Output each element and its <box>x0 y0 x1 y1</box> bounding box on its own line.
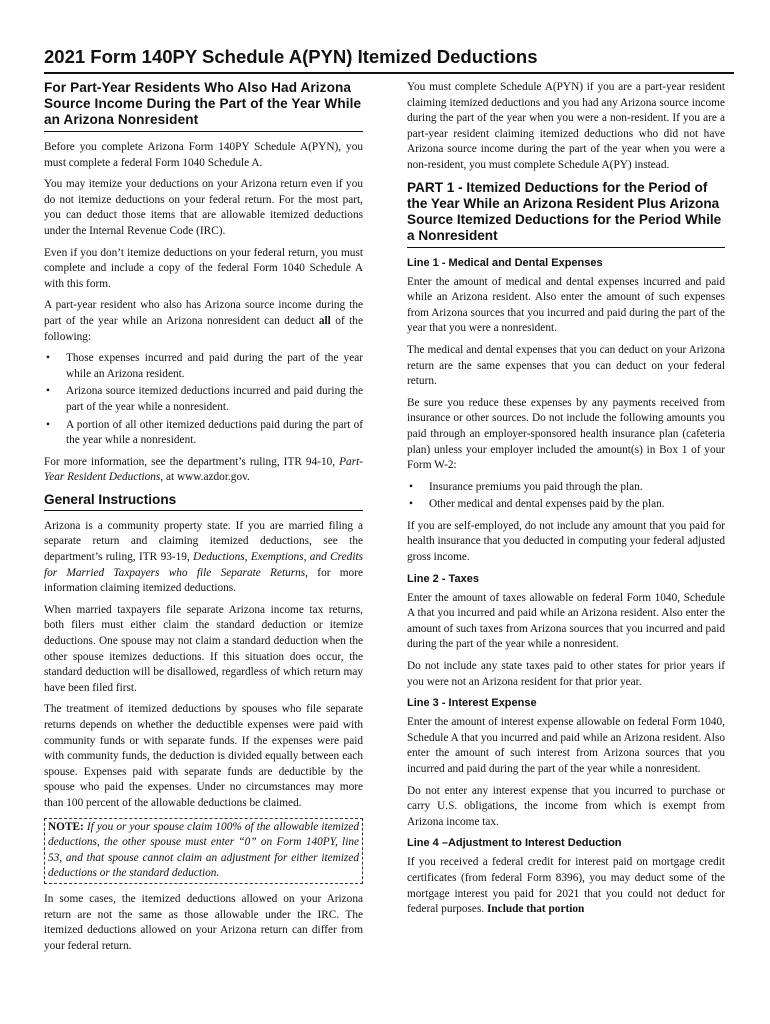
text-run: For more information, see the department’s ruling, ITR 94-10, <box>44 455 340 468</box>
list-item-text: Those expenses incurred and paid during the part of the year while an Arizona resident. <box>66 352 363 380</box>
paragraph: If you are self-employed, do not include any amount that you paid for health insurance that you deducted in computing your federal adjusted gross income. <box>407 519 725 564</box>
list-item-text: A portion of all other itemized deductions paid during the part of the year while a nonresident. <box>66 418 363 447</box>
bullet-icon: • <box>409 498 413 511</box>
ruling-title: Deductions, Exemptions, and Credits for Married Taxpayers who file Separate Returns, <box>44 551 363 579</box>
paragraph <box>44 455 363 486</box>
emphasis-text: Include that portion <box>487 903 585 916</box>
note-label: NOTE: <box>48 820 84 833</box>
paragraph: Enter the amount of medical and dental expenses incurred and paid while an Arizona resident. Also enter the amount of such expenses from Arizona sources that you incurred and paid during the part of the year that you were a nonresident. <box>407 275 725 335</box>
paragraph <box>407 855 725 917</box>
paragraph: You must complete Schedule A(PYN) if you are a part-year resident claiming itemized deductions and you had any Arizona source income during the part of the year when you were a non-resident. If you are a part-year resident claiming itemized deductions who did not have Arizona source income during the part of the year when you were a non-resident, you must complete Schedule A(PY) instead. <box>407 81 725 171</box>
bullet-icon: • <box>46 352 50 365</box>
paragraph: You may itemize your deductions on your Arizona return even if you do not itemize deductions on your federal return. For the most part, you can deduct those items that are allowable itemized deductions under the Internal Revenue Code (IRC). <box>44 178 363 237</box>
text-run: Arizona is a community property state. If you are married filing a separate return and claiming itemized deductions, see the department’s ruling, ITR 93-19, <box>44 519 363 564</box>
paragraph: The medical and dental expenses that you can deduct on your Arizona return are the same expenses that you can deduct on your federal return. <box>407 343 725 388</box>
ruling-title: Part-Year Resident Deductions <box>44 455 363 484</box>
paragraph: Enter the amount of taxes allowable on federal Form 1040, Schedule A that you incurred and paid while an Arizona resident. Also enter the amount of such taxes from Arizona sources that you incurred and paid during the part of the year while a nonresident. <box>407 591 725 651</box>
list-item <box>44 351 363 382</box>
right-column <box>407 80 725 924</box>
part-year-heading: For Part-Year Residents Who Also Had Arizona Source Income During the Part of the Year While an Arizona Nonresident <box>44 80 363 132</box>
left-column <box>44 80 363 960</box>
list-item-text: Other medical and dental expenses paid by the plan. <box>429 498 665 511</box>
deduction-bullet-list <box>44 351 363 449</box>
paragraph: Before you complete Arizona Form 140PY Schedule A(PYN), you must complete a federal Form 1040 Schedule A. <box>44 141 363 169</box>
text-run: , at www.azdor.gov. <box>160 471 250 484</box>
cafeteria-plan-bullet-list <box>407 480 725 513</box>
list-item <box>44 384 363 415</box>
part1-heading: PART 1 - Itemized Deductions for the Period of the Year While an Arizona Resident Plus Arizona Source Itemized Deductions for the Period While a Nonresident <box>407 180 725 248</box>
list-item <box>407 497 725 513</box>
text-run: for more information claiming itemized deductions. <box>44 566 363 595</box>
note-text: If you or your spouse claim 100% of the allowable itemized deductions, the other spouse must enter “0” on Form 140PY, line 53, and that spouse cannot claim an adjustment for either itemized deductions or the standard deduction. <box>48 820 359 880</box>
text-run: of the following: <box>44 314 363 343</box>
bullet-icon: • <box>46 385 50 398</box>
emphasis-all: all <box>318 314 331 327</box>
paragraph: Do not include any state taxes paid to other states for prior years if you were not an Arizona resident for that prior year. <box>407 660 725 688</box>
line3-heading: Line 3 - Interest Expense <box>407 697 537 710</box>
paragraph: Even if you don’t itemize deductions on your federal return, you must complete and include a copy of the federal Form 1040 Schedule A with this form. <box>44 246 363 290</box>
document-title: 2021 Form 140PY Schedule A(PYN) Itemized Deductions <box>44 46 734 74</box>
paragraph: In some cases, the itemized deductions allowed on your Arizona return are not the same as those allowable under the IRC. The itemized deductions allowed on your Arizona return can differ from your federal return. <box>44 892 363 952</box>
list-item-text: Arizona source itemized deductions incurred and paid during the part of the year while a nonresident. <box>66 385 363 413</box>
line1-heading: Line 1 - Medical and Dental Expenses <box>407 256 603 269</box>
paragraph: Do not enter any interest expense that you incurred to purchase or carry U.S. obligations, the income from which is exempt from Arizona income tax. <box>407 784 725 828</box>
line4-heading: Line 4 –Adjustment to Interest Deduction <box>407 837 622 850</box>
paragraph <box>44 519 363 597</box>
paragraph: Be sure you reduce these expenses by any payments received from insurance or other sources. Do not include the following amounts you paid through an employer-sponsored health insurance plan (cafeteria plan) unless your employer included the amount(s) in Box 1 of your Form W-2: <box>407 396 725 472</box>
text-run: A part-year resident who also has Arizona source income during the part of the year while an Arizona nonresident can deduct <box>44 299 363 327</box>
paragraph <box>44 298 363 345</box>
general-instructions-heading: General Instructions <box>44 492 363 511</box>
bullet-icon: • <box>46 418 50 431</box>
bullet-icon: • <box>409 480 413 493</box>
list-item <box>44 418 363 449</box>
line2-heading: Line 2 - Taxes <box>407 572 479 585</box>
paragraph: Enter the amount of interest expense allowable on federal Form 1040, Schedule A that you incurred and paid while an Arizona resident. Also enter the amount of such interest from Arizona sources that you incurred and paid during the part of the year while a nonresident. <box>407 716 725 775</box>
text-run: If you received a federal credit for interest paid on mortgage credit certificates (from federal Form 8396), you may deduct some of the mortgage interest you paid for 2021 that you could not deduct for federal purposes. <box>407 856 725 916</box>
note-box <box>44 818 363 884</box>
paragraph: When married taxpayers file separate Arizona income tax returns, both filers must either claim the standard deduction or itemize deductions. One spouse may not claim a standard deduction when the other spouse itemizes deductions. If this situation does occur, the standard deduction will be disallowed, regardless of which return may have been filed first. <box>44 603 363 694</box>
paragraph: The treatment of itemized deductions by spouses who file separate returns depends on whether the deductible expenses were paid with community funds or with separate funds. If the expenses were paid with community funds, the deduction is divided equally between each spouse. Expenses paid with separate funds are deductible by the spouse who paid the expenses. Under no circumstances may more than 100 percent of the allowable deductions be claimed. <box>44 703 363 809</box>
list-item-text: Insurance premiums you paid through the plan. <box>429 480 643 493</box>
list-item <box>407 480 725 496</box>
